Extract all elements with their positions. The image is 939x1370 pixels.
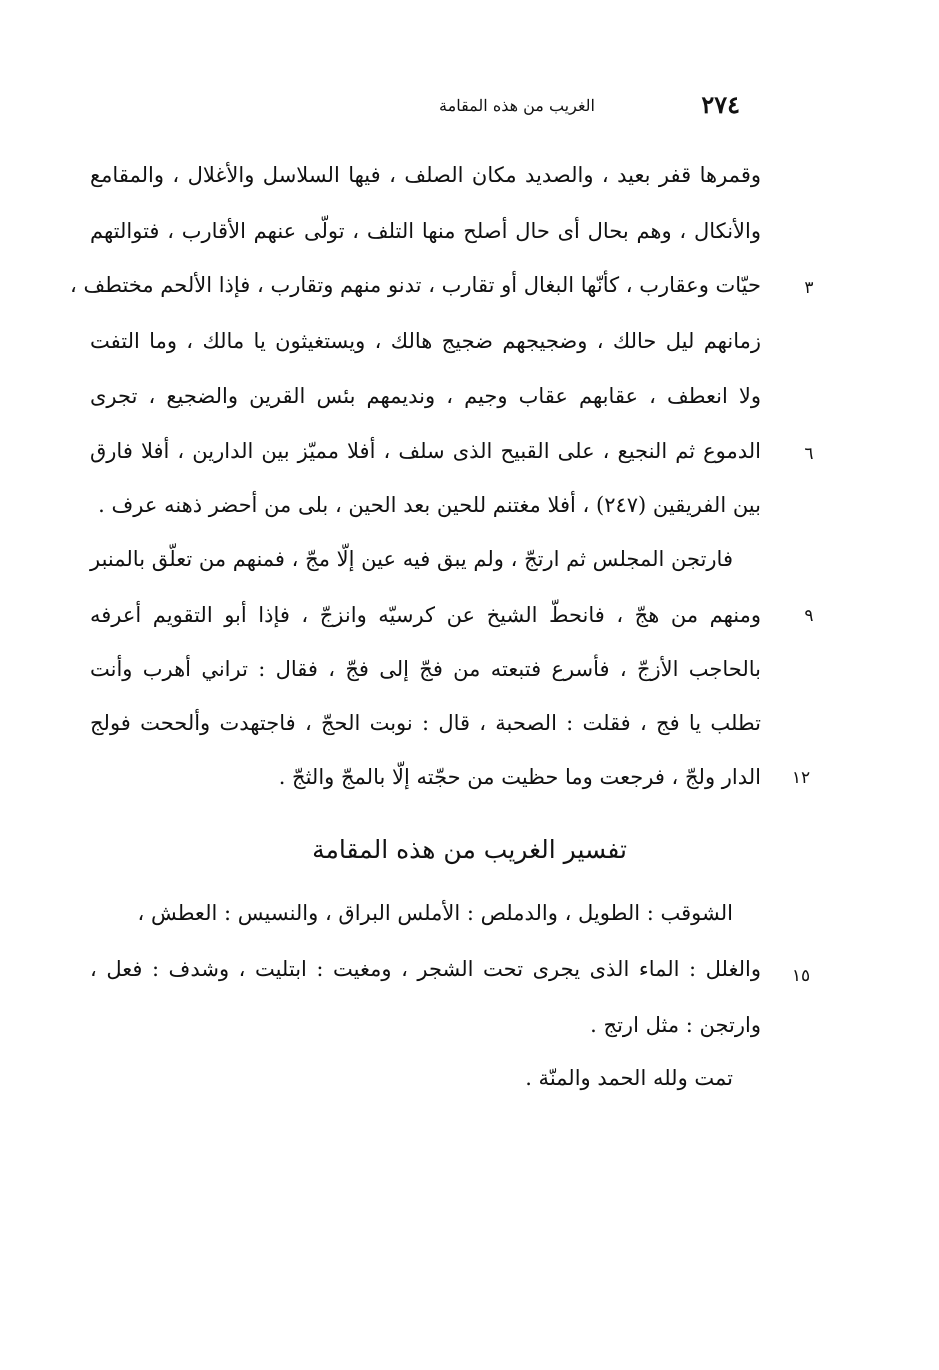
body-line: والأنكال ، وهم بحال أى حال أصلح منها التلف ، تولّى عنهم الأقارب ، فتوالتهم (90, 219, 761, 243)
body-line: فارتجن المجلس ثم ارتجّ ، ولم يبق فيه عين إلّا مجّ ، فمنهم من تعلّق بالمنبر (90, 547, 733, 571)
body-line: وقمرها قفر بعيد ، والصديد مكان الصلف ، فيها السلاسل والأغلال ، والمقامع (90, 163, 761, 187)
body-line: حيّات وعقارب ، كأنّها البغال أو تقارب ، تدنو منهم وتقارب ، فإذا الألحم مختطف ، (70, 273, 761, 297)
glossary-line: الشوقب : الطويل ، والدملص : الأملس البراق ، والنسيس : العطش ، (137, 901, 733, 925)
body-line: بالحاجب الأزجّ ، فأسرع فتبعته من فجّ إلى فجّ ، فقال : تراني أهرب وأنت (90, 657, 761, 681)
line-number-3: ٣ (804, 278, 814, 298)
line-number-9: ٩ (804, 606, 814, 626)
line-number-15: ١٥ (791, 966, 811, 986)
glossary-line: وارتجن : مثل ارتج . (590, 1013, 761, 1037)
running-head: الغريب من هذه المقامة (439, 96, 595, 115)
body-line: بين الفريقين (٢٤٧) ، أفلا مغتنم للحين بعد الحين ، بلى من أحضر ذهنه عرف . (98, 493, 761, 517)
glossary-line: والغلل : الماء الذى يجرى تحت الشجر ، ومغيت : ابتليت ، وشدف : فعل ، (90, 957, 761, 981)
body-line: الدار ولجّ ، فرجعت وما حظيت من حجّته إلّا بالمجّ والثجّ . (278, 765, 761, 789)
body-line: تطلب يا فج ، فقلت : الصحبة ، قال : نوبت الحجّ ، فاجتهدت وألححت فولج (90, 711, 761, 735)
section-title: تفسير الغريب من هذه المقامة (312, 835, 627, 864)
body-line: ومنهم من هجّ ، فانحطّ الشيخ عن كرسيّه وانزجّ ، فإذا أبو التقويم أعرفه (90, 603, 761, 627)
colophon: تمت ولله الحمد والمنّة . (525, 1066, 733, 1090)
line-number-6: ٦ (804, 444, 814, 464)
line-number-12: ١٢ (791, 768, 811, 788)
page-number: ٢٧٤ (701, 90, 740, 119)
body-line: الدموع ثم النجيع ، على القبيح الذى سلف ، أفلا مميّز بين الدارين ، أفلا فارق (90, 439, 761, 463)
body-line: زمانهم ليل حالك ، وضجيجهم ضجيج هالك ، ويستغيثون يا مالك ، وما التفت (90, 329, 761, 353)
body-line: ولا انعطف ، عقابهم عقاب وجيم ، ونديمهم بئس القرين والضجيع ، تجرى (90, 384, 761, 408)
page-header (330, 90, 740, 120)
